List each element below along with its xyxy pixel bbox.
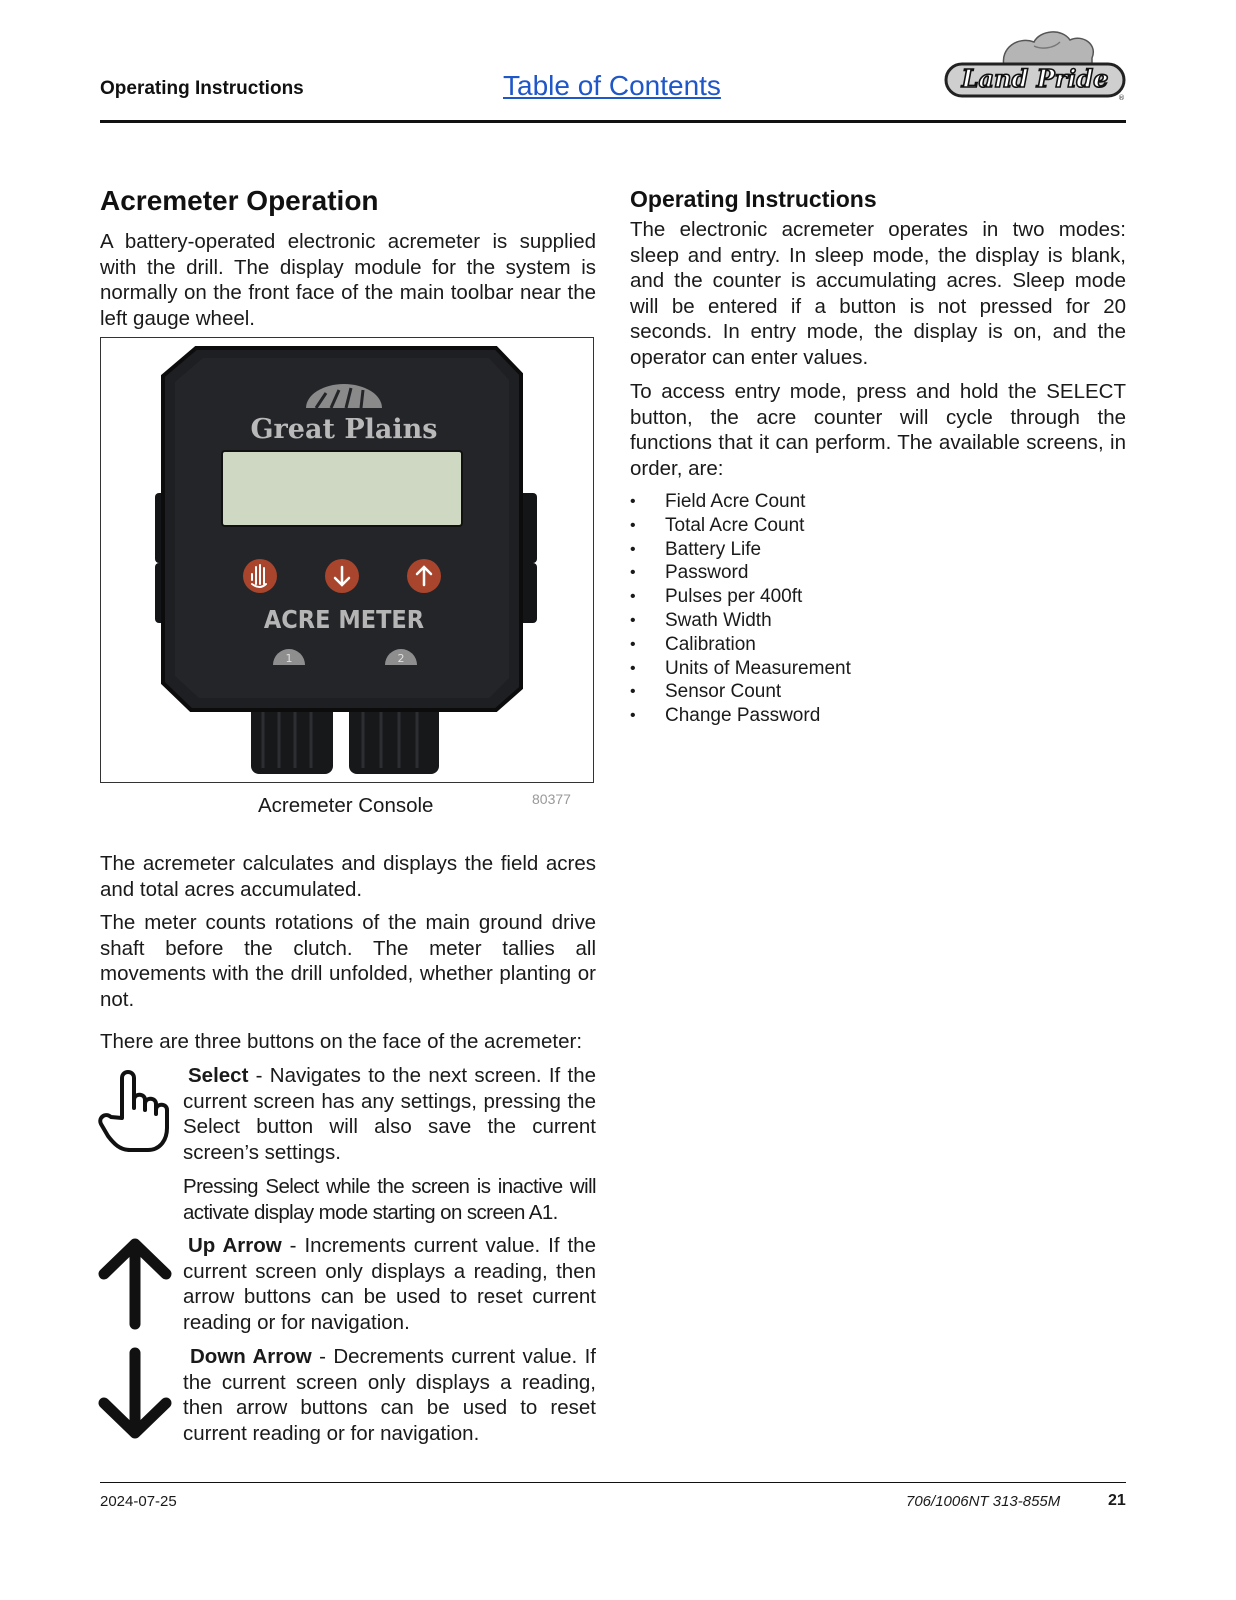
paragraph-acres: The acremeter calculates and displays the field acres and total acres accumulated.: [100, 852, 596, 901]
list-item: • Field Acre Count: [630, 490, 1126, 514]
console-up-button: [407, 559, 441, 593]
figure-number: 80377: [532, 791, 571, 807]
down-arrow-name: Down Arrow: [190, 1345, 312, 1368]
list-item: • Password: [630, 561, 1126, 585]
entry-mode-paragraph: To access entry mode, press and hold the SELECT button, the acre counter will cycle through the functions that it can perform. The available screens, in order, are:: [630, 380, 1126, 480]
down-arrow-icon: [98, 1347, 174, 1441]
list-item: • Swath Width: [630, 609, 1126, 633]
down-arrow-text: - Decrements current value. If the current screen only displays a reading, then arrow buttons can be used to reset current reading or for navigation.: [183, 1345, 596, 1445]
figure-caption: Acremeter Console: [258, 794, 434, 817]
up-arrow-text: - Increments current value. If the current screen only displays a reading, then arrow buttons can be used to reset current reading or for navigation.: [183, 1234, 596, 1334]
table-of-contents-link[interactable]: Table of Contents: [503, 70, 721, 101]
up-arrow-description: [183, 1233, 596, 1335]
footer-date: 2024-07-25: [100, 1493, 177, 1510]
down-arrow-description: [183, 1344, 596, 1446]
list-item: • Calibration: [630, 633, 1126, 657]
console-down-button: [325, 559, 359, 593]
modes-paragraph: The electronic acremeter operates in two modes: sleep and entry. In sleep mode, the display is blank, and the counter is accumulating acres. Sleep mode will be entered if a button is not pressed for 20 seconds. In entry mode, the display is on, and the operator can enter values.: [630, 218, 1126, 369]
running-header: Operating Instructions: [100, 78, 304, 99]
acremeter-console-image: [101, 338, 594, 783]
operating-instructions-heading: Operating Instructions: [630, 186, 877, 212]
select-button-name: Select: [188, 1064, 249, 1087]
header-rule: [100, 120, 1126, 123]
up-arrow-icon: [98, 1236, 174, 1330]
svg-text:Land Pride: Land Pride: [961, 64, 1109, 93]
svg-text:®: ®: [1118, 94, 1125, 102]
section-title: Acremeter Operation: [100, 185, 379, 216]
select-button-note: Pressing Select while the screen is inactive will activate display mode starting on screen A1.: [183, 1175, 596, 1224]
list-item: • Change Password: [630, 704, 1126, 728]
footer-rule: [100, 1482, 1126, 1483]
page-number: 21: [1108, 1492, 1126, 1509]
console-brand-label: Great Plains: [250, 414, 438, 445]
paragraph-rotations: The meter counts rotations of the main ground drive shaft before the clutch. The meter tallies all movements with the drill unfolded, whether planting or not.: [100, 911, 596, 1011]
up-arrow-name: Up Arrow: [188, 1234, 282, 1257]
port-1-label: 1: [285, 652, 293, 665]
select-button-description: [183, 1063, 596, 1165]
screens-list: [630, 490, 1126, 728]
list-item: • Total Acre Count: [630, 514, 1126, 538]
list-item: • Units of Measurement: [630, 657, 1126, 681]
list-item: • Sensor Count: [630, 680, 1126, 704]
pointing-hand-icon: [98, 1066, 174, 1156]
console-select-button: [243, 559, 277, 593]
console-model-label: ACRE METER: [263, 605, 425, 634]
list-item: • Pulses per 400ft: [630, 585, 1126, 609]
select-button-text: - Navigates to the next screen. If the current screen has any settings, pressing the Select button will also save the current screen’s settings.: [183, 1064, 596, 1164]
list-item: • Battery Life: [630, 538, 1126, 562]
lcd-display: [222, 451, 462, 526]
paragraph-buttons-intro: There are three buttons on the face of the acremeter:: [100, 1030, 583, 1053]
acremeter-console-figure: [100, 337, 594, 783]
port-2-label: 2: [397, 652, 405, 665]
intro-paragraph: A battery-operated electronic acremeter is supplied with the drill. The display module for the system is normally on the front face of the main toolbar near the left gauge wheel.: [100, 230, 596, 330]
footer-document-number: 706/1006NT 313-855M: [906, 1493, 1061, 1510]
land-pride-logo: [942, 26, 1128, 102]
